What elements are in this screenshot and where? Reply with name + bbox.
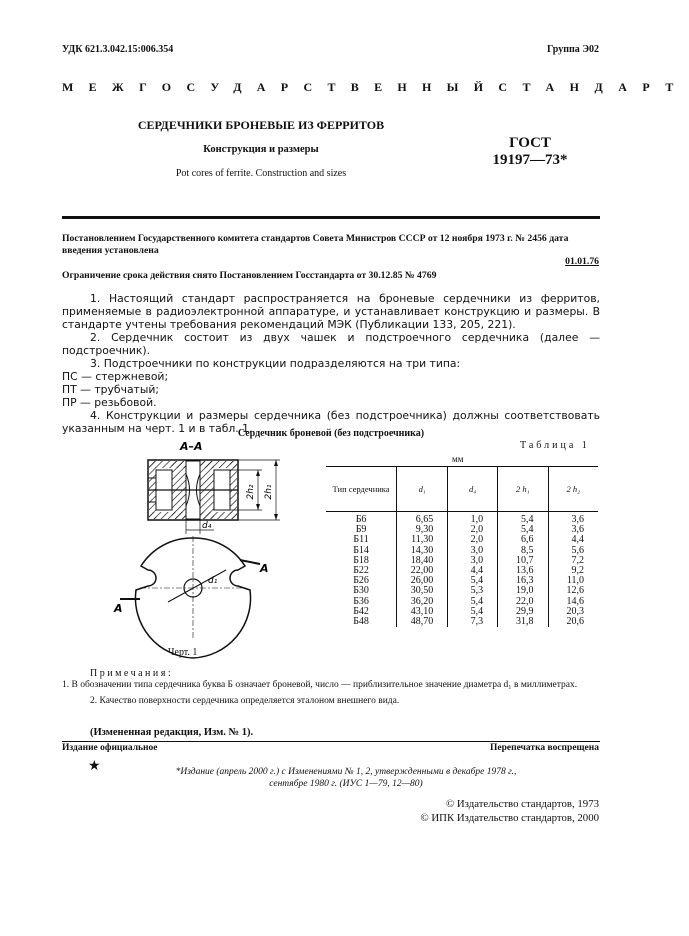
table-cell: 5,4 xyxy=(448,607,498,617)
col-type: Тип сердечника xyxy=(326,467,397,512)
gost-label: ГОСТ xyxy=(509,135,551,151)
table-title: Таблица 1 xyxy=(520,440,590,451)
table-header-row xyxy=(326,467,598,512)
dim-d4-label: d₄ xyxy=(202,521,212,531)
dim-h1-label: 2h₁ xyxy=(264,484,274,500)
table-cell: 12,6 xyxy=(548,586,598,596)
table-cell: 3,6 xyxy=(548,525,598,535)
notes-block xyxy=(62,680,600,707)
table-cell: 5,4 xyxy=(498,512,548,526)
table-cell: 4,4 xyxy=(548,535,598,545)
table-cell: 7,3 xyxy=(448,617,498,627)
dim-d1-label: d₁ xyxy=(208,576,218,586)
table-cell: 14,30 xyxy=(397,546,448,556)
table-cell: 20,3 xyxy=(548,607,598,617)
table-row xyxy=(326,512,598,526)
group-code: Группа Э02 xyxy=(547,44,599,55)
type-ps: ПС — стержневой; xyxy=(62,370,169,383)
table-cell: 30,50 xyxy=(397,586,448,596)
section-view xyxy=(148,460,238,520)
notes-heading: Примечания: xyxy=(90,668,174,679)
table-cell: Б9 xyxy=(355,524,367,536)
table-cell: 7,2 xyxy=(548,556,598,566)
table-cell: Б30 xyxy=(353,585,369,597)
star-icon: ★ xyxy=(88,759,101,774)
table-cell: 43,10 xyxy=(397,607,448,617)
table-cell: 36,20 xyxy=(397,597,448,607)
col-d1: d₁ xyxy=(397,467,448,512)
document-subtitle: Конструкция и размеры xyxy=(203,144,319,155)
table-cell: 2,0 xyxy=(448,525,498,535)
note-2: 2. Качество поверхности сердечника определяется эталоном внешнего вида. xyxy=(90,695,400,706)
standard-banner xyxy=(62,80,689,95)
type-pr: ПР — резьбовой. xyxy=(62,396,157,409)
header-rule xyxy=(62,216,600,219)
core-drawing xyxy=(90,434,305,650)
amendment-note: (Измененная редакция, Изм. № 1). xyxy=(90,727,254,738)
col-2h1: 2 h₁ xyxy=(498,467,548,512)
dimensions-table xyxy=(326,466,598,627)
table-cell: 48,70 xyxy=(397,617,448,627)
table-cell: 9,30 xyxy=(397,525,448,535)
table-cell: 26,00 xyxy=(397,576,448,586)
table-cell: 8,5 xyxy=(498,546,548,556)
top-view xyxy=(120,536,260,658)
table-cell: 11,0 xyxy=(548,576,598,586)
body-text xyxy=(62,292,600,435)
banner-word-standard: СТАНДАРТ xyxy=(498,80,689,94)
introduction-date: 01.01.76 xyxy=(565,256,599,267)
table-cell: 11,30 xyxy=(397,535,448,545)
section-label: А–А xyxy=(180,440,203,453)
edition-line-2: сентябре 1980 г. (ИУС 1—79, 12—80) xyxy=(269,779,423,789)
reprint-prohibited: Перепечатка воспрещена xyxy=(489,743,599,753)
udc-code: УДК 621.3.042.15:006.354 xyxy=(62,44,174,55)
copyright-1: © Издательство стандартов, 1973 xyxy=(445,798,599,810)
table-cell: 6,65 xyxy=(397,512,448,526)
table-cell: 5,4 xyxy=(498,525,548,535)
table-cell: Б42 xyxy=(353,605,369,617)
edition-line-1: *Издание (апрель 2000 г.) с Изменениями № 1, 2, утвержденными в декабре 1978 г., xyxy=(175,767,517,777)
table-cell: 31,8 xyxy=(498,617,548,627)
col-2h2: 2 h₂ xyxy=(548,467,598,512)
dim-h2-label: 2h₂ xyxy=(246,484,256,500)
table-cell: Б6 xyxy=(355,514,367,525)
table-cell: 3,6 xyxy=(548,512,598,526)
table-cell: 19,0 xyxy=(498,586,548,596)
paragraph-2: 2. Сердечник состоит из двух чашек и подстроечного сердечника (далее — подстроечник). xyxy=(62,331,600,357)
table-cell: 10,7 xyxy=(498,556,548,566)
paragraph-1: 1. Настоящий стандарт распространяется на броневые сердечники из ферритов, применяемые в радиоэлектронной аппаратуре, и устанавливает конструкцию и размеры. В стандарте учтены требования рекомендаций МЭК (Публикации 133, 205, 221). xyxy=(62,292,600,331)
table-cell: 5,3 xyxy=(448,586,498,596)
copyright-2: © ИПК Издательство стандартов, 2000 xyxy=(420,812,599,824)
table-unit: мм xyxy=(452,454,464,464)
table-cell: Б11 xyxy=(353,534,369,546)
table-cell: 1,0 xyxy=(448,512,498,526)
banner-word-interstate: МЕЖГОСУДАРСТВЕННЫЙ xyxy=(62,80,499,94)
document-title: СЕРДЕЧНИКИ БРОНЕВЫЕ ИЗ ФЕРРИТОВ xyxy=(137,118,385,132)
table-cell: 13,6 xyxy=(498,566,548,576)
table-cell: 22,00 xyxy=(397,566,448,576)
paragraph-4: 4. Конструкции и размеры сердечника (без подстроечника) должны соответствовать указанным на черт. 1 и в табл. 1. xyxy=(62,409,600,435)
table-cell: 16,3 xyxy=(498,576,548,586)
footer-rule xyxy=(62,741,600,742)
table-cell: 20,6 xyxy=(548,617,598,627)
copyright xyxy=(420,797,599,825)
gost-designation xyxy=(470,135,590,169)
table-cell: 3,0 xyxy=(448,556,498,566)
arrow-label-right: А xyxy=(260,562,269,575)
table-cell: Б36 xyxy=(353,595,369,607)
table-cell: Б48 xyxy=(353,616,369,628)
table-cell: 18,40 xyxy=(397,556,448,566)
limit-text: Ограничение срока действия снято Постановлением Госстандарта от 30.12.85 № 4769 xyxy=(62,270,437,281)
table-cell: 14,6 xyxy=(548,597,598,607)
gost-number: 19197—73* xyxy=(492,152,568,168)
type-pt: ПТ — трубчатый; xyxy=(62,383,160,396)
table-cell: 3,0 xyxy=(448,546,498,556)
table-cell: Б14 xyxy=(353,544,369,556)
table-cell: 5,6 xyxy=(548,546,598,556)
table-cell: 9,2 xyxy=(548,566,598,576)
figure-caption: Сердечник броневой (без подстроечника) xyxy=(237,428,425,439)
figure-number: Черт. 1 xyxy=(168,647,198,658)
col-d4: d₄ xyxy=(448,467,498,512)
table-cell: Б26 xyxy=(353,575,369,587)
official-edition: Издание официальное xyxy=(62,743,158,753)
table-cell: 2,0 xyxy=(448,535,498,545)
table-cell: 5,4 xyxy=(448,576,498,586)
table-cell: Б18 xyxy=(353,554,369,566)
table-cell: Б22 xyxy=(353,565,369,577)
table-cell: 5,4 xyxy=(448,597,498,607)
table-cell: 6,6 xyxy=(498,535,548,545)
table-cell: 4,4 xyxy=(448,566,498,576)
english-title: Pot cores of ferrite. Construction and sizes xyxy=(175,168,347,179)
table-cell: 22,0 xyxy=(498,597,548,607)
arrow-label-left: А xyxy=(114,602,123,615)
edition-note xyxy=(128,766,564,790)
table-row xyxy=(326,617,598,627)
decree-text: Постановлением Государственного комитета стандартов Совета Министров СССР от 12 ноября 1973 г. № 2456 дата введения установлена xyxy=(62,233,569,256)
table-cell: 29,9 xyxy=(498,607,548,617)
paragraph-3: 3. Подстроечники по конструкции подразделяются на три типа: xyxy=(90,357,461,370)
note-1: 1. В обозначении типа сердечника буква Б означает броневой, число — приблизительное значение диаметра d₁ в миллиметрах. xyxy=(62,680,578,690)
